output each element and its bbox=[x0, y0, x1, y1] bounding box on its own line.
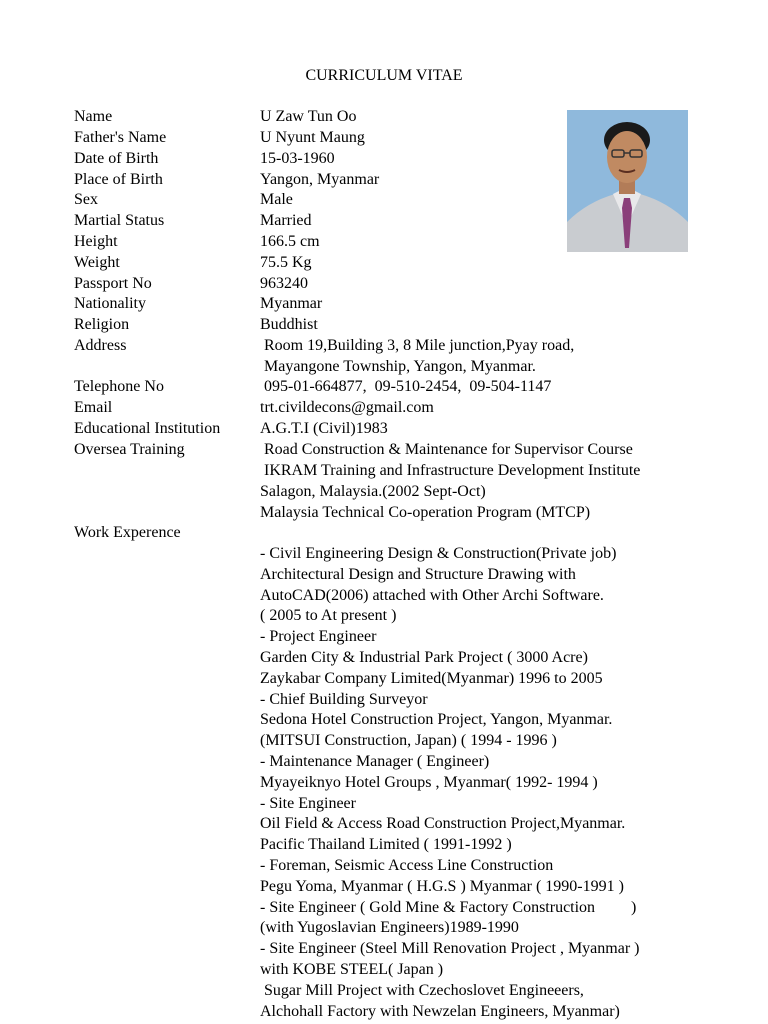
field-value: U Nyunt Maung bbox=[260, 129, 365, 146]
field-value: Myanmar bbox=[260, 295, 323, 312]
field-label: Email bbox=[74, 399, 113, 416]
field-label: Weight bbox=[74, 254, 120, 271]
field-label: Religion bbox=[74, 316, 130, 333]
field-value: Malaysia Technical Co-operation Program (MTCP) bbox=[260, 504, 591, 521]
field-label: Place of Birth bbox=[74, 171, 163, 188]
field-label: Date of Birth bbox=[74, 150, 159, 167]
field-value: 963240 bbox=[260, 275, 308, 292]
field-label: Educational Institution bbox=[74, 420, 221, 437]
field-label: Oversea Training bbox=[74, 441, 185, 458]
field-value: 15-03-1960 bbox=[260, 150, 335, 167]
field-value: Yangon, Myanmar bbox=[260, 171, 380, 188]
work-line: Architectural Design and Structure Drawing with bbox=[260, 566, 576, 583]
field-value: Male bbox=[260, 191, 293, 208]
page-title: CURRICULUM VITAE bbox=[305, 67, 463, 84]
field-value: 095-01-664877, 09-510-2454, 09-504-1147 bbox=[260, 378, 552, 395]
work-line: with KOBE STEEL( Japan ) bbox=[260, 961, 444, 978]
field-value: U Zaw Tun Oo bbox=[260, 108, 357, 125]
field-value: Road Construction & Maintenance for Supervisor Course bbox=[260, 441, 633, 458]
field-value: A.G.T.I (Civil)1983 bbox=[260, 420, 388, 437]
field-value: Buddhist bbox=[260, 316, 318, 333]
field-label: Martial Status bbox=[74, 212, 165, 229]
work-line: Zaykabar Company Limited(Myanmar) 1996 to 2005 bbox=[260, 670, 603, 687]
field-value: 166.5 cm bbox=[260, 233, 320, 250]
work-line: - Chief Building Surveyor bbox=[260, 691, 428, 708]
work-line: - Civil Engineering Design & Construction(Private job) bbox=[260, 545, 617, 562]
field-label: Nationality bbox=[74, 295, 146, 312]
field-value: Mayangone Township, Yangon, Myanmar. bbox=[260, 358, 536, 375]
work-line: - Project Engineer bbox=[260, 628, 377, 645]
work-line: Sedona Hotel Construction Project, Yangon, Myanmar. bbox=[260, 711, 613, 728]
work-line: Pegu Yoma, Myanmar ( H.G.S ) Myanmar ( 1990-1991 ) bbox=[260, 878, 624, 895]
work-line: - Maintenance Manager ( Engineer) bbox=[260, 753, 490, 770]
field-label: Work Experence bbox=[74, 524, 181, 541]
field-label: Passport No bbox=[74, 275, 152, 292]
work-line: Myayeiknyo Hotel Groups , Myanmar( 1992- 1994 ) bbox=[260, 774, 598, 791]
work-line: ( 2005 to At present ) bbox=[260, 607, 397, 624]
field-label: Height bbox=[74, 233, 118, 250]
work-line: - Site Engineer bbox=[260, 795, 356, 812]
field-value: Married bbox=[260, 212, 312, 229]
work-line: Sugar Mill Project with Czechoslovet Engineeers, bbox=[260, 982, 584, 999]
field-value: Salagon, Malaysia.(2002 Sept-Oct) bbox=[260, 483, 486, 500]
work-line: - Foreman, Seismic Access Line Construction bbox=[260, 857, 554, 874]
work-line: Garden City & Industrial Park Project ( 3000 Acre) bbox=[260, 649, 588, 666]
work-line: - Site Engineer ( Gold Mine & Factory Construction ) bbox=[260, 899, 637, 916]
field-value: IKRAM Training and Infrastructure Development Institute bbox=[260, 462, 641, 479]
work-line: Oil Field & Access Road Construction Project,Myanmar. bbox=[260, 815, 626, 832]
work-line: - Site Engineer (Steel Mill Renovation Project , Myanmar ) bbox=[260, 940, 640, 957]
field-label: Address bbox=[74, 337, 127, 354]
field-label: Telephone No bbox=[74, 378, 164, 395]
field-label: Sex bbox=[74, 191, 98, 208]
work-line: Alchohall Factory with Newzelan Engineers, Myanmar) bbox=[260, 1003, 620, 1020]
work-line: AutoCAD(2006) attached with Other Archi Software. bbox=[260, 587, 604, 604]
field-label: Name bbox=[74, 108, 113, 125]
field-label: Father's Name bbox=[74, 129, 167, 146]
work-line: (with Yugoslavian Engineers)1989-1990 bbox=[260, 919, 519, 936]
profile-photo bbox=[567, 110, 688, 252]
work-line: Pacific Thailand Limited ( 1991-1992 ) bbox=[260, 836, 512, 853]
field-value: 75.5 Kg bbox=[260, 254, 312, 271]
field-value: trt.civildecons@gmail.com bbox=[260, 399, 434, 416]
field-value: Room 19,Building 3, 8 Mile junction,Pyay road, bbox=[260, 337, 575, 354]
work-line: (MITSUI Construction, Japan) ( 1994 - 1996 ) bbox=[260, 732, 557, 749]
